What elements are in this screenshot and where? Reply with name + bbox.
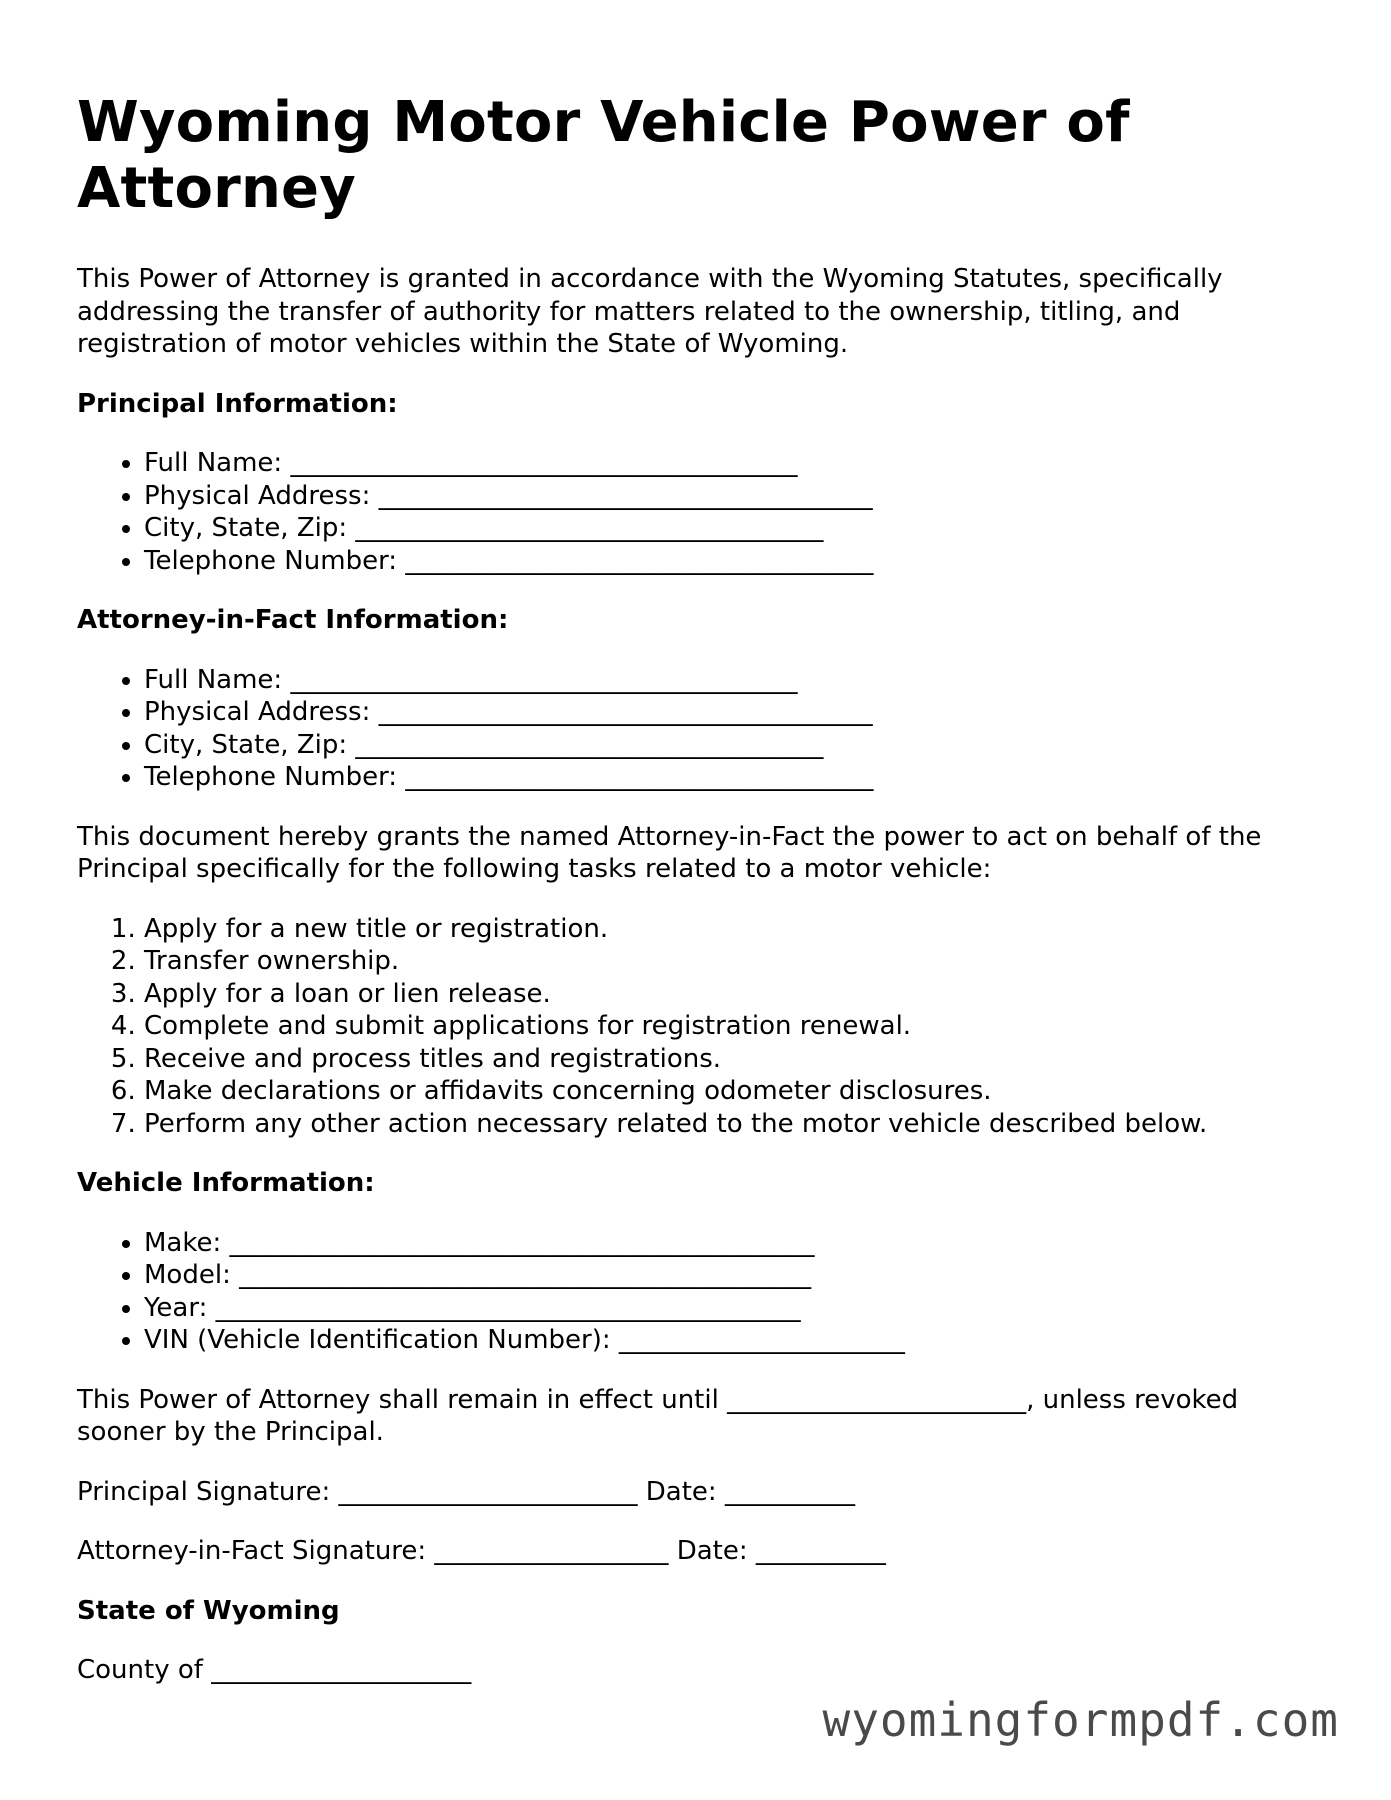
task-item: 2. Transfer ownership. (144, 945, 1327, 978)
principal-signature-line[interactable]: Principal Signature: _______________________ Date: __________ (77, 1476, 855, 1507)
watermark-text: wyomingformpdf.com (822, 1693, 1339, 1747)
intro-paragraph: This Power of Attorney is granted in accordance with the Wyoming Statutes, specifically addressing the transfer of authority for matters related to the ownership, titling, and registration of motor vehicles within the State of Wyoming. (77, 264, 1223, 359)
attorney-signature-line[interactable]: Attorney-in-Fact Signature: __________________ Date: __________ (77, 1536, 886, 1566)
tasks-list (77, 913, 1327, 1141)
attorney-telephone-field[interactable]: • Telephone Number: ____________________________________ (144, 761, 1327, 794)
attorney-city-state-zip-field[interactable]: • City, State, Zip: ____________________________________ (144, 729, 1327, 762)
principal-city-state-zip-field[interactable]: • City, State, Zip: ____________________________________ (144, 512, 1327, 545)
vehicle-fields-list (77, 1227, 1327, 1357)
task-item: 5. Receive and process titles and registrations. (144, 1043, 1327, 1076)
task-item: 1. Apply for a new title or registration. (144, 913, 1327, 946)
attorney-heading: Attorney-in-Fact Information: (77, 605, 509, 635)
principal-full-name-field[interactable]: • Full Name: _______________________________________ (144, 447, 1327, 480)
task-item: 6. Make declarations or affidavits concerning odometer disclosures. (144, 1075, 1327, 1108)
principal-address-field[interactable]: • Physical Address: ______________________________________ (144, 480, 1327, 513)
effect-paragraph: This Power of Attorney shall remain in effect until _______________________, unless revoked sooner by the Principal. (77, 1384, 1239, 1447)
task-item: 4. Complete and submit applications for registration renewal. (144, 1010, 1327, 1043)
vehicle-make-field[interactable]: • Make: _____________________________________________ (144, 1227, 1327, 1260)
principal-telephone-field[interactable]: • Telephone Number: ____________________________________ (144, 545, 1327, 578)
attorney-full-name-field[interactable]: • Full Name: _______________________________________ (144, 664, 1327, 697)
vehicle-model-field[interactable]: • Model: ____________________________________________ (144, 1259, 1327, 1292)
vehicle-vin-field[interactable]: • VIN (Vehicle Identification Number): ______________________ (144, 1324, 1327, 1357)
attorney-address-field[interactable]: • Physical Address: ______________________________________ (144, 696, 1327, 729)
principal-heading: Principal Information: (77, 388, 398, 419)
document-page (77, 90, 1327, 1714)
grant-paragraph: This document hereby grants the named Attorney-in-Fact the power to act on behalf of the Principal specifically for the following tasks related to a motor vehicle: (77, 821, 1262, 884)
document-title: Wyoming Motor Vehicle Power of Attorney (77, 90, 1130, 221)
vehicle-heading: Vehicle Information: (77, 1168, 375, 1198)
state-heading: State of Wyoming (77, 1595, 340, 1626)
county-line[interactable]: County of ____________________ (77, 1655, 472, 1685)
task-item: 3. Apply for a loan or lien release. (144, 978, 1327, 1011)
task-item: 7. Perform any other action necessary related to the motor vehicle described below. (144, 1108, 1327, 1141)
attorney-fields-list (77, 664, 1327, 794)
vehicle-year-field[interactable]: • Year: _____________________________________________ (144, 1292, 1327, 1325)
principal-fields-list (77, 447, 1327, 577)
